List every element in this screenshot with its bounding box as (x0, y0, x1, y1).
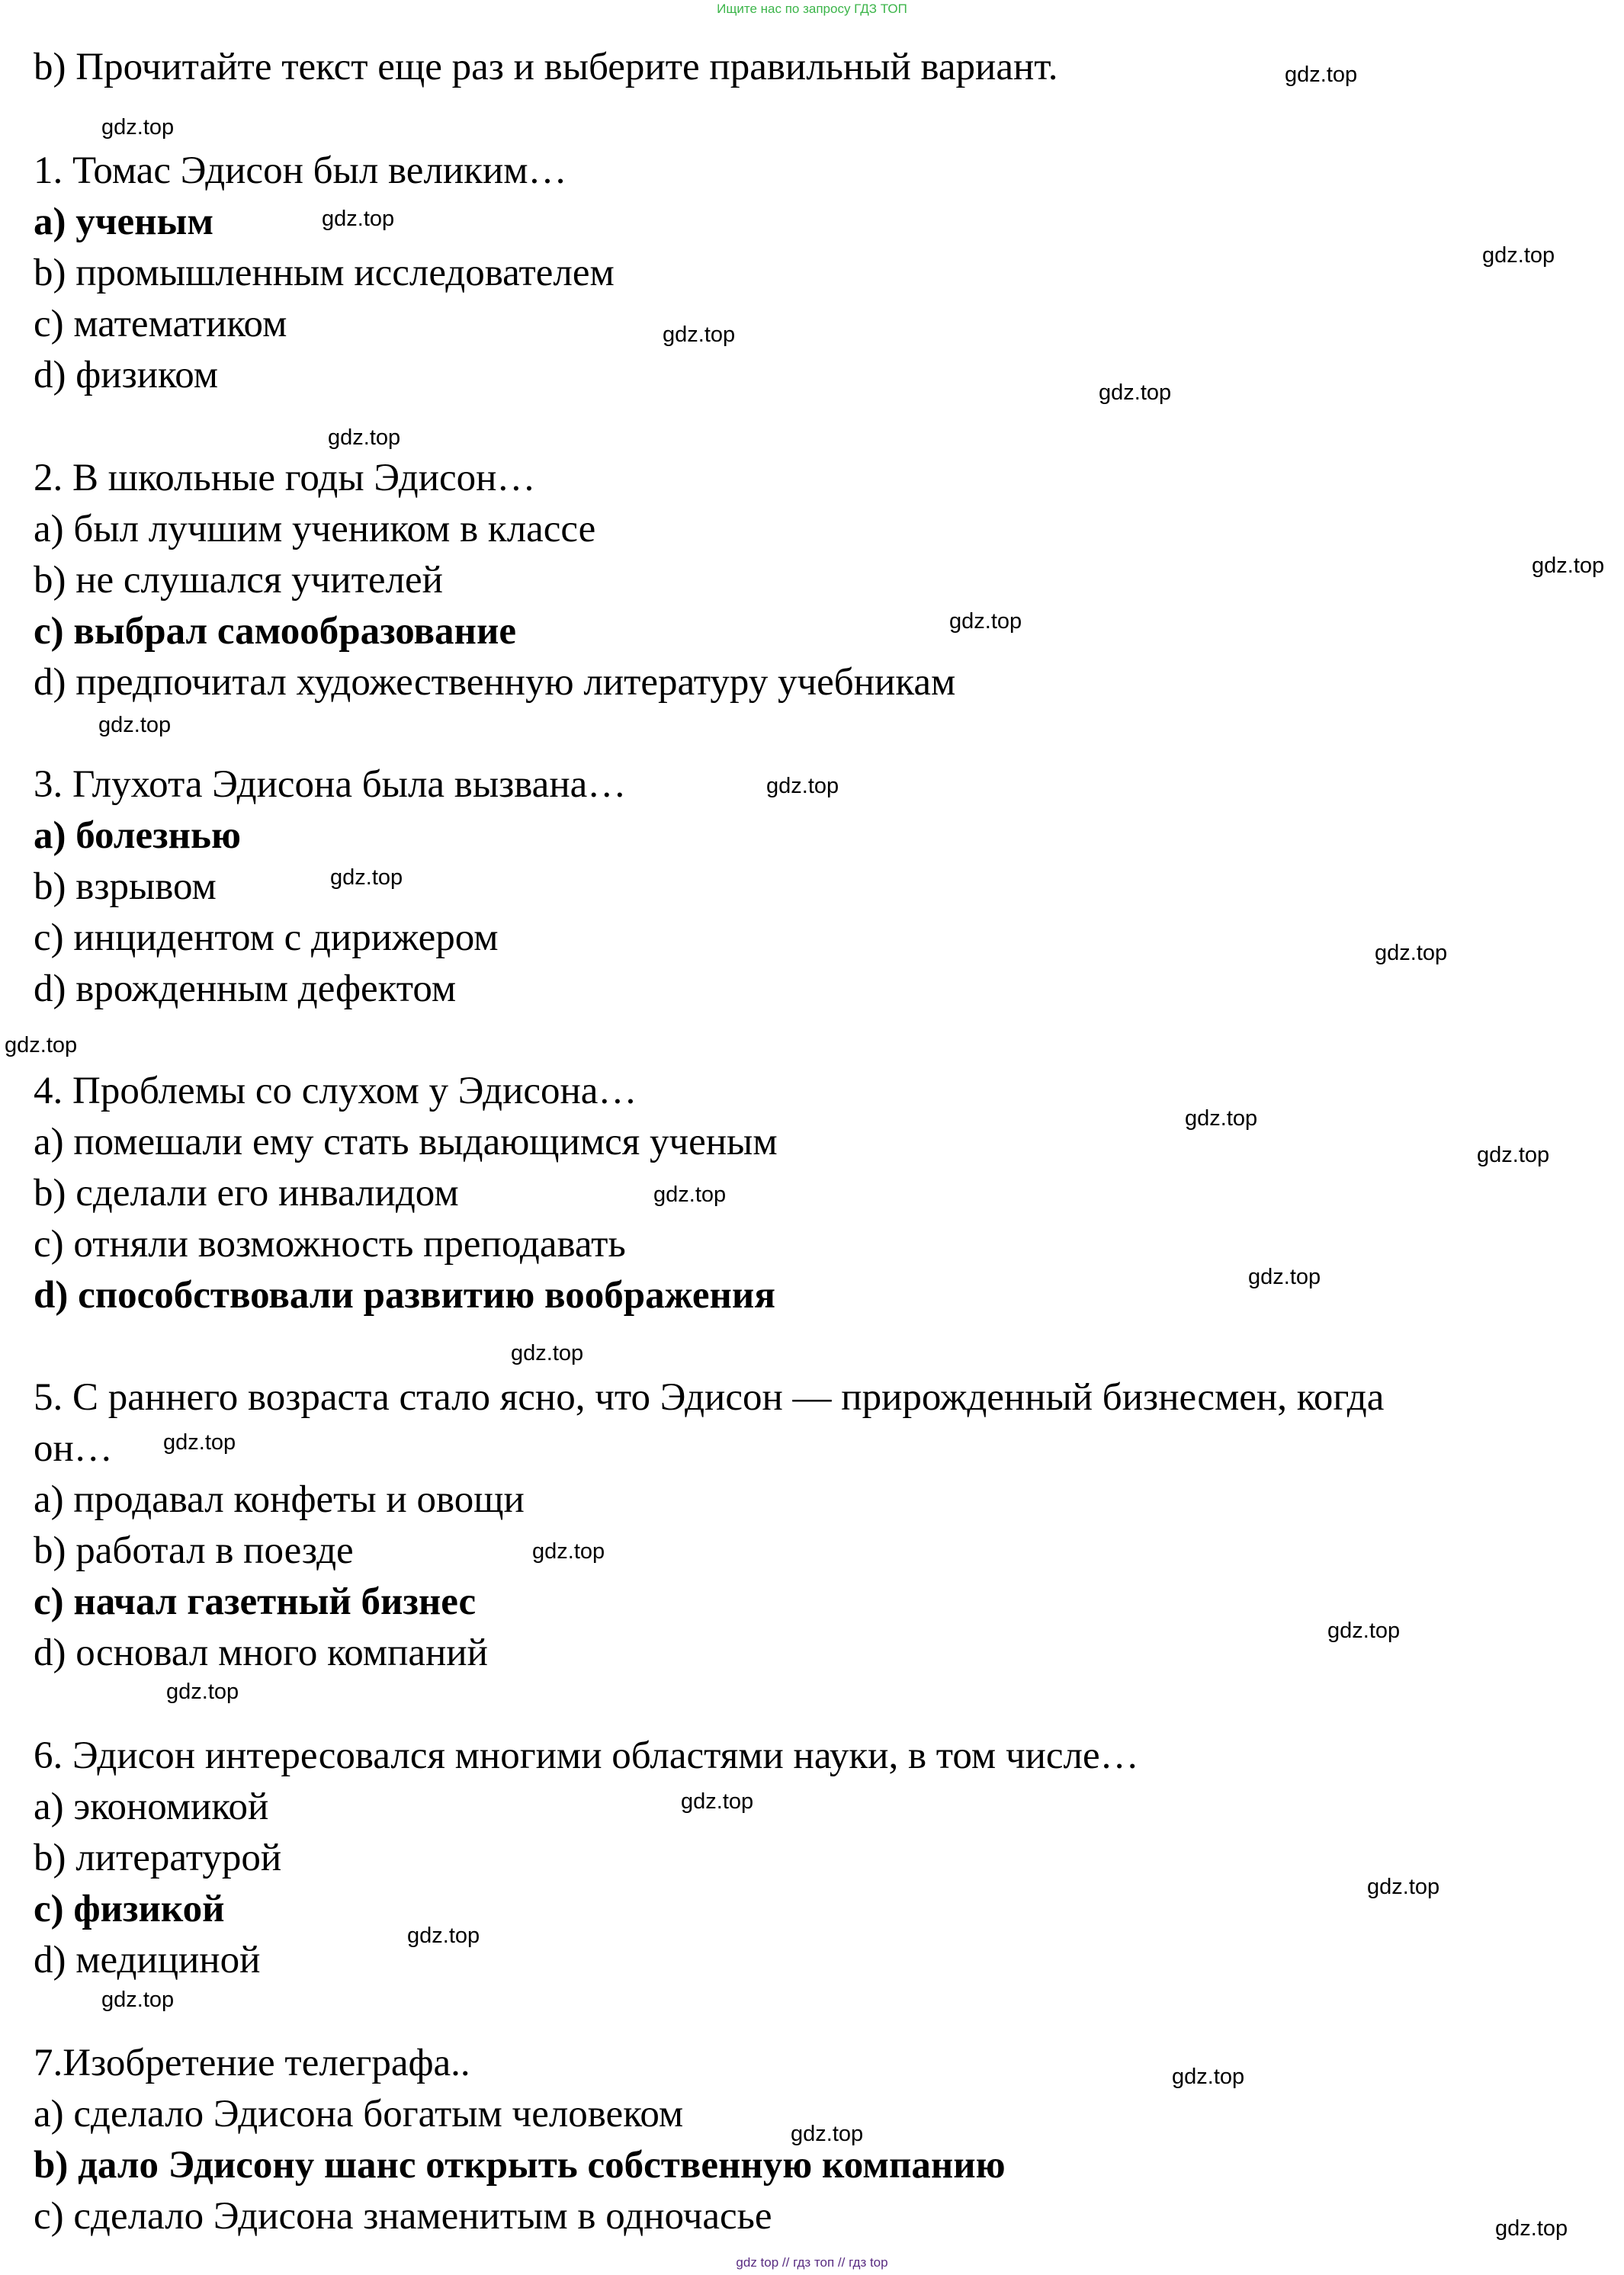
question-7-option-c: c) сделало Эдисона знаменитым в одночасье (34, 2195, 772, 2238)
watermark: gdz.top (322, 207, 395, 231)
watermark: gdz.top (681, 1789, 754, 1814)
question-5-text-line-2: он… (34, 1427, 113, 1470)
question-5-option-b: b) работал в поезде (34, 1529, 354, 1572)
watermark: gdz.top (407, 1924, 480, 1948)
question-3-text: 3. Глухота Эдисона была вызвана… (34, 763, 627, 806)
watermark: gdz.top (511, 1341, 584, 1365)
watermark: gdz.top (1477, 1143, 1550, 1167)
question-2-option-c: c) выбрал самообразование (34, 610, 516, 653)
question-6-option-b: b) литературой (34, 1837, 282, 1879)
question-4-option-d: d) способствовали развитию воображения (34, 1274, 775, 1317)
watermark: gdz.top (791, 2122, 864, 2146)
question-2-option-a: a) был лучшим учеником в классе (34, 508, 596, 550)
watermark: gdz.top (1248, 1265, 1321, 1289)
watermark: gdz.top (1532, 554, 1605, 578)
question-7-option-b: b) дало Эдисону шанс открыть собственную компанию (34, 2144, 1006, 2187)
watermark: gdz.top (766, 774, 839, 798)
watermark: gdz.top (1327, 1619, 1401, 1643)
watermark: gdz.top (653, 1182, 727, 1207)
question-2-option-b: b) не слушался учителей (34, 559, 443, 602)
question-4-option-b: b) сделали его инвалидом (34, 1172, 459, 1215)
question-3-option-a: a) болезнью (34, 814, 241, 857)
question-1-option-a: a) ученым (34, 201, 214, 243)
question-2-option-d: d) предпочитал художественную литературу учебникам (34, 661, 956, 704)
watermark: gdz.top (163, 1430, 236, 1455)
question-7-text: 7.Изобретение телеграфа.. (34, 2042, 470, 2084)
watermark: gdz.top (166, 1680, 239, 1704)
question-4-option-a: a) помешали ему стать выдающимся ученым (34, 1121, 778, 1163)
question-5-option-d: d) основал много компаний (34, 1632, 488, 1674)
top-banner: Ищите нас по запросу ГДЗ ТОП (717, 2, 907, 16)
question-1-text: 1. Томас Эдисон был великим… (34, 149, 567, 192)
watermark: gdz.top (663, 322, 736, 347)
watermark: gdz.top (1185, 1106, 1258, 1131)
question-2-text: 2. В школьные годы Эдисон… (34, 457, 536, 499)
watermark: gdz.top (1375, 941, 1448, 965)
question-7-option-a: a) сделало Эдисона богатым человеком (34, 2093, 684, 2135)
watermark: gdz.top (1172, 2065, 1245, 2089)
watermark: gdz.top (1099, 380, 1172, 405)
question-5-text-line-1: 5. С раннего возраста стало ясно, что Эдисон — прирожденный бизнесмен, когда (34, 1376, 1385, 1419)
watermark: gdz.top (1482, 243, 1555, 268)
watermark: gdz.top (1285, 63, 1358, 87)
watermark: gdz.top (949, 609, 1022, 634)
question-5-option-c: c) начал газетный бизнес (34, 1580, 477, 1623)
watermark: gdz.top (330, 865, 403, 890)
watermark: gdz.top (101, 1988, 175, 2012)
watermark: gdz.top (101, 115, 175, 140)
question-1-option-c: c) математиком (34, 303, 287, 345)
watermark: gdz.top (328, 425, 401, 450)
question-4-text: 4. Проблемы со слухом у Эдисона… (34, 1070, 637, 1112)
question-1-option-d: d) физиком (34, 354, 219, 396)
question-6-text: 6. Эдисон интересовался многими областями науки, в том числе… (34, 1734, 1139, 1777)
watermark: gdz.top (1495, 2216, 1568, 2241)
question-6-option-a: a) экономикой (34, 1786, 269, 1828)
instruction-text: b) Прочитайте текст еще раз и выберите правильный вариант. (34, 46, 1058, 88)
question-3-option-b: b) взрывом (34, 865, 217, 908)
watermark: gdz.top (1367, 1875, 1440, 1899)
question-6-option-d: d) медициной (34, 1939, 261, 1981)
question-3-option-d: d) врожденным дефектом (34, 967, 457, 1010)
question-5-option-a: a) продавал конфеты и овощи (34, 1478, 525, 1521)
footer-links: gdz top // гдз топ // гдз top (736, 2255, 888, 2270)
question-4-option-c: c) отняли возможность преподавать (34, 1223, 626, 1266)
watermark: gdz.top (5, 1033, 78, 1057)
question-1-option-b: b) промышленным исследователем (34, 252, 615, 294)
question-6-option-c: c) физикой (34, 1888, 225, 1930)
watermark: gdz.top (98, 713, 172, 737)
watermark: gdz.top (532, 1539, 605, 1564)
question-3-option-c: c) инцидентом с дирижером (34, 916, 499, 959)
